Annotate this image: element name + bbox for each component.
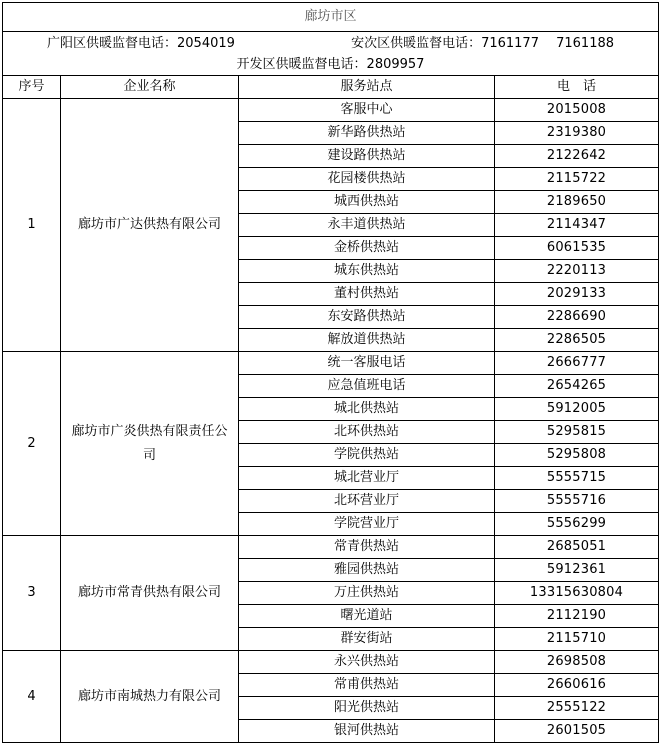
station-name: 东安路供热站	[239, 306, 495, 329]
station-name: 学院供热站	[239, 444, 495, 467]
station-name: 城东供热站	[239, 260, 495, 283]
column-header-row	[3, 76, 659, 99]
station-phone: 2114347	[495, 214, 659, 237]
station-phone: 2015008	[495, 99, 659, 122]
station-phone: 5912005	[495, 398, 659, 421]
station-phone: 5555716	[495, 490, 659, 513]
group-seq: 2	[3, 352, 61, 536]
header-phone: 电 话	[495, 76, 659, 99]
station-phone: 2666777	[495, 352, 659, 375]
station-name: 城西供热站	[239, 191, 495, 214]
supervision-guangyang: 广阳区供暖监督电话：2054019	[47, 35, 235, 51]
group-seq: 1	[3, 99, 61, 352]
station-name: 花园楼供热站	[239, 168, 495, 191]
header-seq: 序号	[3, 76, 61, 99]
station-phone: 2112190	[495, 605, 659, 628]
company-name: 廊坊市常青供热有限公司	[61, 536, 239, 651]
station-name: 常青供热站	[239, 536, 495, 559]
supervision-kaifa: 开发区供暖监督电话：2809957	[236, 57, 425, 73]
station-phone: 2286505	[495, 329, 659, 352]
station-name: 学院营业厅	[239, 513, 495, 536]
station-phone: 5912361	[495, 559, 659, 582]
station-name: 群安街站	[239, 628, 495, 651]
station-phone: 5295808	[495, 444, 659, 467]
group-seq: 4	[3, 651, 61, 743]
station-name: 建设路供热站	[239, 145, 495, 168]
station-name: 客服中心	[239, 99, 495, 122]
supervision-row-2	[3, 56, 659, 76]
station-name: 金桥供热站	[239, 237, 495, 260]
supervision-row-1	[3, 32, 659, 56]
station-phone: 2029133	[495, 283, 659, 306]
station-phone: 13315630804	[495, 582, 659, 605]
station-phone: 2319380	[495, 122, 659, 145]
station-name: 永丰道供热站	[239, 214, 495, 237]
table-row	[3, 99, 659, 122]
station-phone: 2555122	[495, 697, 659, 720]
station-phone: 2122642	[495, 145, 659, 168]
station-name: 应急值班电话	[239, 375, 495, 398]
table-row	[3, 352, 659, 375]
station-name: 万庄供热站	[239, 582, 495, 605]
station-phone: 5556299	[495, 513, 659, 536]
station-name: 阳光供热站	[239, 697, 495, 720]
station-name: 城北供热站	[239, 398, 495, 421]
station-name: 北环供热站	[239, 421, 495, 444]
supervision-anci: 安次区供暖监督电话：7161177 7161188	[351, 35, 615, 51]
station-phone: 6061535	[495, 237, 659, 260]
station-name: 曙光道站	[239, 605, 495, 628]
station-name: 常甫供热站	[239, 674, 495, 697]
station-phone: 2660616	[495, 674, 659, 697]
station-phone: 2115722	[495, 168, 659, 191]
heating-contacts-table	[2, 2, 659, 743]
station-name: 永兴供热站	[239, 651, 495, 674]
station-phone: 2654265	[495, 375, 659, 398]
company-name: 廊坊市南城热力有限公司	[61, 651, 239, 743]
table-body	[3, 3, 659, 743]
station-name: 董村供热站	[239, 283, 495, 306]
station-phone: 5555715	[495, 467, 659, 490]
header-company: 企业名称	[61, 76, 239, 99]
company-name: 廊坊市广炎供热有限责任公司	[61, 352, 239, 536]
table-row	[3, 536, 659, 559]
station-name: 北环营业厅	[239, 490, 495, 513]
station-phone: 2286690	[495, 306, 659, 329]
group-seq: 3	[3, 536, 61, 651]
station-name: 新华路供热站	[239, 122, 495, 145]
station-name: 城北营业厅	[239, 467, 495, 490]
station-name: 雅园供热站	[239, 559, 495, 582]
station-name: 解放道供热站	[239, 329, 495, 352]
station-phone: 2115710	[495, 628, 659, 651]
company-name: 廊坊市广达供热有限公司	[61, 99, 239, 352]
page-title: 廊坊市区	[3, 3, 659, 32]
station-phone: 2601505	[495, 720, 659, 743]
station-phone: 2189650	[495, 191, 659, 214]
table-row	[3, 651, 659, 674]
station-name: 银河供热站	[239, 720, 495, 743]
station-phone: 2698508	[495, 651, 659, 674]
station-name: 统一客服电话	[239, 352, 495, 375]
header-station: 服务站点	[239, 76, 495, 99]
station-phone: 5295815	[495, 421, 659, 444]
station-phone: 2220113	[495, 260, 659, 283]
station-phone: 2685051	[495, 536, 659, 559]
